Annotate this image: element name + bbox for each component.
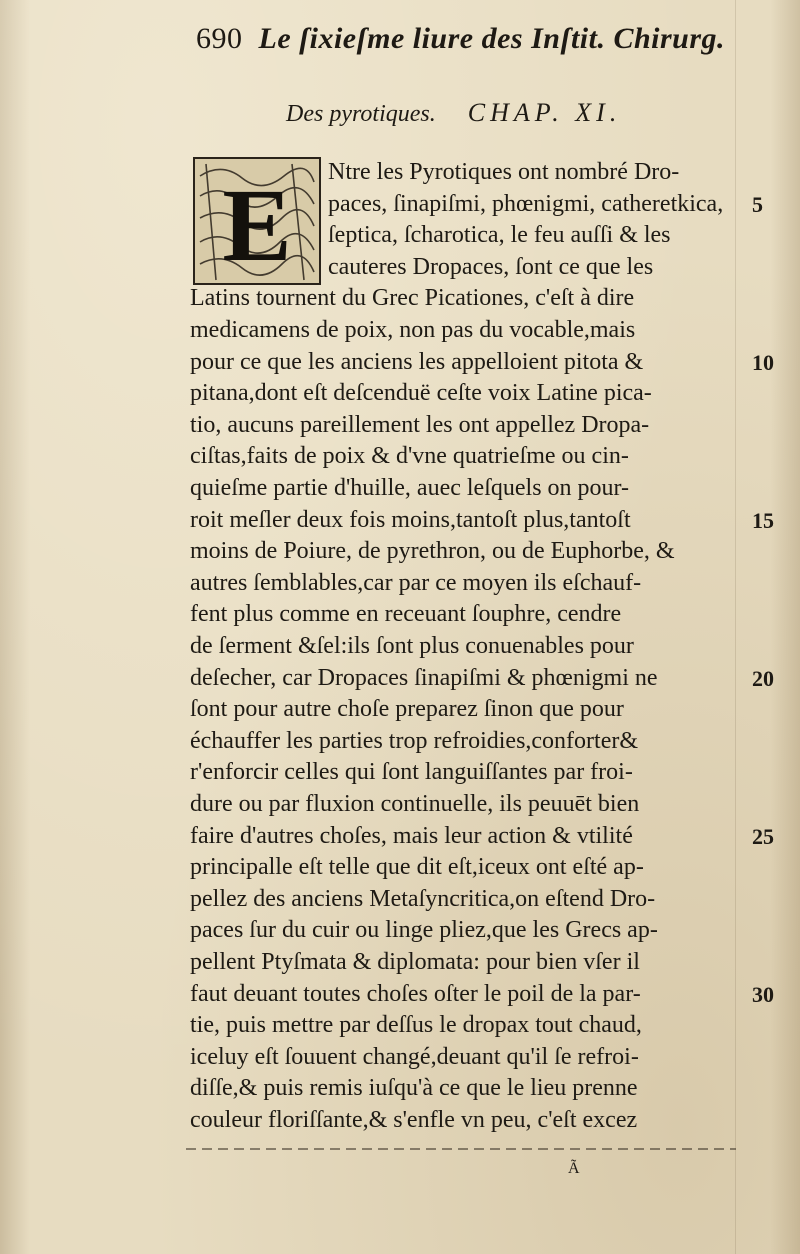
text-line: de ſerment &ſel:ils ſont plus conuenables pour <box>190 633 634 659</box>
chapter-subject: Des pyrotiques. <box>286 101 436 127</box>
running-head <box>196 22 756 70</box>
chapter-heading <box>286 98 706 136</box>
text-line: quieſme partie d'huille, auec leſquels on pour- <box>190 475 630 501</box>
signature-mark: Ã <box>568 1160 580 1177</box>
line-number-marker: 5 <box>752 191 763 217</box>
text-line: pellent Ptyſmata & diplomata: pour bien vſer il <box>190 949 640 975</box>
text-line: paces ſur du cuir ou linge pliez,que les Grecs ap- <box>190 917 658 944</box>
footer-rule <box>186 1148 736 1150</box>
text-line: ciſtas,faits de poix & d'vne quatrieſme ou cin- <box>190 443 629 470</box>
text-line: pitana,dont eſt deſcenduë ceſte voix Latine pica- <box>190 380 652 407</box>
text-line: paces, ſinapiſmi, phœnigmi, catheretkica, <box>328 190 724 217</box>
text-line: Ntre les Pyrotiques ont nombré Dro- <box>328 159 680 185</box>
running-head-title: Le ſixieſme liure des Inſtit. Chirurg. <box>258 22 726 55</box>
text-line: iceluy eſt ſouuent changé,deuant qu'il ſe refroi- <box>190 1043 639 1070</box>
text-line: faire d'autres choſes, mais leur action & vtilité <box>190 822 633 849</box>
text-line: dure ou par fluxion continuelle, ils peuuēt bien <box>190 791 640 817</box>
text-line: moins de Poiure, de pyrethron, ou de Euphorbe, & <box>190 538 675 565</box>
text-line: pellez des anciens Metaſyncritica,on eſtend Dro- <box>190 885 656 912</box>
text-line: principalle eſt telle que dit eſt,iceux ont eſté ap- <box>190 854 644 881</box>
text-line: ſont pour autre choſe preparez ſinon que pour <box>190 696 624 723</box>
line-number-marker: 20 <box>752 665 774 691</box>
text-line: medicamens de poix, non pas du vocable,mais <box>190 317 636 343</box>
text-line: tie, puis mettre par deſſus le dropax tout chaud, <box>190 1012 642 1039</box>
line-number-marker: 25 <box>752 823 774 849</box>
text-line: r'enforcir celles qui ſont languiſſantes par froi- <box>190 759 633 786</box>
text-line: tio, aucuns pareillement les ont appellez Dropa- <box>190 411 650 438</box>
line-number-marker: 15 <box>752 507 774 533</box>
page-fold-shadow <box>735 0 736 1254</box>
line-number-marker: 10 <box>752 349 774 375</box>
text-line: fent plus comme en receuant ſouphre, cendre <box>190 601 622 628</box>
text-line: deſecher, car Dropaces ſinapiſmi & phœnigmi ne <box>190 664 658 691</box>
line-number-marker: 30 <box>752 981 774 1007</box>
text-line: diſſe,& puis remis iuſqu'à ce que le lieu prenne <box>190 1075 638 1102</box>
text-line: faut deuant toutes choſes oſter le poil de la par- <box>190 980 641 1007</box>
text-line: autres ſemblables,car par ce moyen ils eſchauf- <box>190 569 642 596</box>
ornamental-drop-cap <box>192 156 322 286</box>
text-line: roit meſler deux fois moins,tantoſt plus,tantoſt <box>190 506 631 533</box>
text-line: pour ce que les anciens les appelloient pitota & <box>190 348 644 375</box>
chapter-number: CHAP. XI. <box>467 98 622 127</box>
text-line: échauffer les parties trop refroidies,conforter& <box>190 727 639 754</box>
text-line: couleur floriſſante,& s'enfle vn peu, c'eſt excez <box>190 1107 638 1133</box>
page-number: 690 <box>196 22 243 55</box>
text-line: ſeptica, ſcharotica, le feu auſſi & les <box>328 222 671 249</box>
text-line: Latins tournent du Grec Picationes, c'eſt à dire <box>190 285 635 312</box>
text-line: cauteres Dropaces, ſont ce que les <box>328 253 654 280</box>
drop-cap-letter: E <box>222 168 292 283</box>
